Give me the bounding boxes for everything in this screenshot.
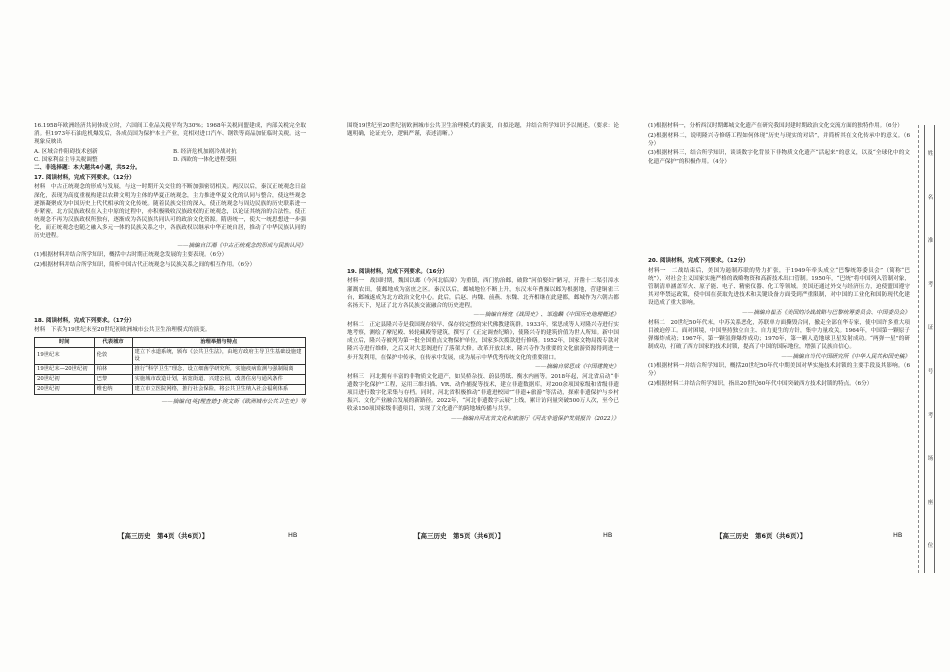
table-cell: 巴黎 (94, 374, 132, 384)
binding-char: 证 (926, 324, 933, 330)
q18-table (34, 337, 306, 395)
table-cell: 柏林 (94, 364, 132, 374)
q16-options (34, 148, 306, 164)
binding-char: 考 (926, 280, 933, 287)
binding-strip (924, 125, 935, 573)
table-cell: 建立下水道系统，颁布《公共卫生法》，由地方政府主导卫生基础设施建设 (132, 347, 305, 364)
q17-sub2: (2)根据材料并结合所学知识，简析中国古代正统观念与民族关系之间的相互作用。（6分） (34, 262, 256, 269)
page-4-column (34, 122, 306, 407)
page-6-column (648, 122, 910, 390)
q18-task: 围绕19世纪至20世纪初欧洲城市公共卫生治理模式的演变，自拟论题，并结合所学知识予以阐述。（要求：论题明确，论证充分，逻辑严谨，表述清晰。） (347, 123, 619, 138)
table-row (35, 347, 306, 364)
page-5-column (347, 122, 619, 425)
q19-source-2: ——摘编自梁思成《中国建筑史》 (535, 364, 619, 371)
q17-material: 材料 中古正统观念的形成与发展，与这一时期开关交往的不断加强密切相关。两汉以后，秦汉正统观念日益深化，表现为高度重视构建以农耕文明为主体的华夏正统观念，主力推进华夏文化的认同与整合，使这些观念逐渐凝聚成为中国历史上代代相承的文化传统。随着民族交往的深入，使正统观念与周边民族的历史联系进一步紧密，北方民族政权在入主中原的过程中，亦积极吸收汉族政权的正统观念，以论证其统治的合法性。使正统观念不再为汉族政权所独有，逐渐成为各民族共同认可的政治文化资源。隋唐统一，使大一统思想进一步强化，而正统观念也随之融入多元一体的民族关系之中，各族政权以继承中华正统自居，推动了中华民族认同的历史进程。 (34, 184, 306, 239)
table-cell: 推行“科学卫生”理念，设立细菌学研究所，实施疫病监测与强制隔离 (132, 364, 305, 374)
page-4-footer: 【高三历史 第4页（共6页）】 (118, 532, 209, 540)
table-cell: 建立市立医院网络，推行社会保险，将公共卫生纳入社会福利体系 (132, 384, 305, 394)
table-row (35, 374, 306, 384)
binding-char: 座 (926, 498, 933, 505)
table-header: 代表城市 (94, 337, 132, 347)
q20-sub1: (1)根据材料一并结合所学知识，概括20世纪50年代中期美国对华实施技术封锁的主要手段及其影响。（6分） (648, 363, 910, 378)
table-cell: 实施城市改造计划，拓宽街道、兴建公园，改善住房与通风条件 (132, 374, 305, 384)
table-cell: 19世纪末 (35, 347, 95, 364)
table-cell: 维也纳 (94, 384, 132, 394)
q19-material-2: 材料二 正定县隆兴寺是我国现存较早、保存较完整的宋代佛教建筑群。1933年，梁思成等人对隆兴寺进行实地考察，测绘了摩尼殿、转轮藏殿等建筑，撰写了《正定调查纪略》，使隆兴寺的建筑价值为世人所知。新中国成立后，隆兴寺被列为第一批全国重点文物保护单位，国家多次拨款进行修缮。1952年，国家文物局拨专款对隆兴寺进行维修，之后又对大悲阁进行了落架大修。改革开放以来，隆兴寺作为重要的文化旅游资源得到进一步开发利用，在保护中传承，在传承中发展，成为展示中华优秀传统文化的重要窗口。 (347, 322, 619, 361)
q20-material-2: 材料二 20世纪50年代末，中苏关系恶化，苏联单方面撕毁合同，撤走全部在华专家，使中国许多重大项目被迫停工。面对困境，中国坚持独立自主、自力更生的方针，集中力量攻关。1964年，中国第一颗原子弹爆炸成功；1967年，第一颗氢弹爆炸成功；1970年，第一颗人造地球卫星发射成功。“两弹一星”的研制成功，打破了西方国家的技术封锁，提高了中国的国际地位，增强了民族自信心。 (648, 319, 910, 350)
binding-char: 准 (926, 237, 933, 243)
binding-char: 姓 (926, 150, 933, 156)
q19-sub1: (1)根据材料一，分析西汉时期邺城文化遗产在研究我国封建时期政治文化交流方面的独特作用。（6分） (648, 123, 903, 129)
binding-char: 名 (926, 193, 933, 200)
table-header-row (35, 337, 306, 347)
table-cell: 19世纪末—20世纪初 (35, 364, 95, 374)
page-4-hb: HB (288, 531, 298, 539)
page-5-hb: HB (603, 531, 613, 539)
q20-material-1: 材料一 二战结束后，美国为遏制苏联的势力扩张，于1949年牵头成立“巴黎统筹委员会”（简称“巴统”），对社会主义国家实施严格的战略物资和高新技术出口管制。1950年，“巴统”将中国列入管制对象，管制清单涵盖军火、原子能、电子、精密仪器、化工等领域。美国还通过外交与经济压力，迫使盟国遵守其对华禁运政策，使中国在获取先进技术和关键设备方面受到严重限制，对中国的工业化和国防现代化建设造成了重大影响。 (648, 267, 910, 307)
binding-dashed-line (918, 125, 919, 573)
binding-char: 号 (926, 368, 933, 374)
q17-sub1: (1)根据材料并结合所学知识，概括中古时期正统观念发展的主要表现。（6分） (34, 252, 228, 259)
q16-option-a: A. 区域合作阻碍技术创新 (34, 148, 98, 155)
q18-source: ——摘编自[英]理查德·J·埃文斯《欧洲城市公共卫生史》等 (161, 398, 306, 405)
table-header: 时间 (35, 337, 95, 347)
q20-source-1: ——摘编自崔丕《美国的冷战战略与巴黎统筹委员会、中国委员会》 (742, 310, 910, 316)
q18-title: 18. 阅读材料，完成下列要求。（17分） (34, 317, 135, 324)
q19-sub3: (3)根据材料三，结合所学知识，谈谈数字化背景下非物质文化遗产“活起来”的意义，以及“全球化中的文化遗产保护”的积极作用。（4分） (648, 150, 910, 165)
q16-option-b: B. 经济危机加剧冷战对抗 (173, 148, 237, 155)
q19-sub2: (2)根据材料二，说明隆兴寺修缮工程如何体现“历史与现实的对话”，并简析其在文化传承中的意义。（6分） (648, 132, 910, 147)
section2-title: 二、非选择题：本大题共4小题，共52分。 (34, 165, 141, 172)
table-header: 治理举措与特点 (132, 337, 305, 347)
table-row (35, 364, 306, 374)
q19-material-3: 材料三 河北拥有丰富的非物质文化遗产，如吴桥杂技、蔚县剪纸、衡水内画等。2018年起，河北省启动“非遗数字化保护”工程，运用三维扫描、VR、动作捕捉等技术，建立非遗数据库，对200余项国家级和省级非遗项目进行数字化采集与存档。同时，河北省积极推动“非遗进校园”“非遗+旅游”等活动，探索非遗保护与乡村振兴、文化产业融合发展的新路径。2022年，“河北非遗数字云展”上线，累计访问量突破500万人次，至今已收录150项国家级非遗项目，实现了文化遗产的跨地域传播与共享。 (347, 373, 619, 413)
q20-sub2: (2)根据材料二并结合所学知识，指出20世纪60年代中国突破西方技术封锁的特点。（6分） (648, 381, 873, 388)
q20-title: 20. 阅读材料，完成下列要求。（12分） (648, 258, 749, 265)
q19-title: 19. 阅读材料，完成下列要求。（16分） (347, 268, 448, 275)
table-cell: 20世纪初 (35, 384, 95, 394)
q17-source: ——摘编自江湘《中古正统观念的形成与民族认同》 (177, 242, 306, 249)
binding-char: 考 (926, 411, 933, 418)
q19-material-1: 材料一 战国时期，魏国以邺（今河北临漳）为重镇，西门豹治邺，破除“河伯娶妇”陋习，开凿十二渠引漳水灌溉农田，使邺地成为富庶之区。秦汉以后，邺城地位不断上升，东汉末年曹操以邺为根据地，营建铜雀三台，邺城遂成为北方政治文化中心。此后，后赵、冉魏、前燕、东魏、北齐相继在此建都，邺城作为六朝古都名扬天下，见证了北方各民族交流融合的历史进程。 (347, 278, 619, 309)
q16-stem: 16.1958年欧洲经济共同体成立时，六国间工业品关税平均为30%；1968年关税同盟建成，内部关税完全取消。但1973年石油危机爆发后，各成员国为保护本土产业，竞相对进口汽车、钢铁等商品加征临时关税。这一现象反映出 (34, 123, 306, 146)
q20-source-2: ——摘编自当代中国研究所《中华人民共和国史稿》 (781, 353, 910, 360)
page-6-footer: 【高三历史 第6页（共6页）】 (716, 532, 807, 540)
q17-title: 17. 阅读材料，完成下列要求。（12分） (34, 174, 135, 181)
binding-char: 位 (926, 542, 933, 548)
binding-char: 场 (926, 455, 933, 461)
q19-source-3: ——摘编自河北省文化和旅游厅《河北非遗保护发展报告（2022）》 (450, 415, 619, 422)
table-cell: 伦敦 (94, 347, 132, 364)
page-6-hb: HB (893, 531, 903, 539)
table-row (35, 384, 306, 394)
q16-option-d: D. 西欧的一体化进程受阻 (173, 156, 237, 163)
page-5-footer: 【高三历史 第5页（共6页）】 (414, 532, 505, 540)
q18-intro: 材料 下表为19世纪末至20世纪初欧洲城市公共卫生治理模式的演变。 (34, 327, 211, 334)
q16-option-c: C. 国家利益主导关税调整 (34, 156, 98, 163)
q19-source-1: ——摘编自杨宽《战国史》、邹逸麟《中国历史地理概述》 (473, 312, 619, 319)
table-cell: 20世纪初 (35, 374, 95, 384)
